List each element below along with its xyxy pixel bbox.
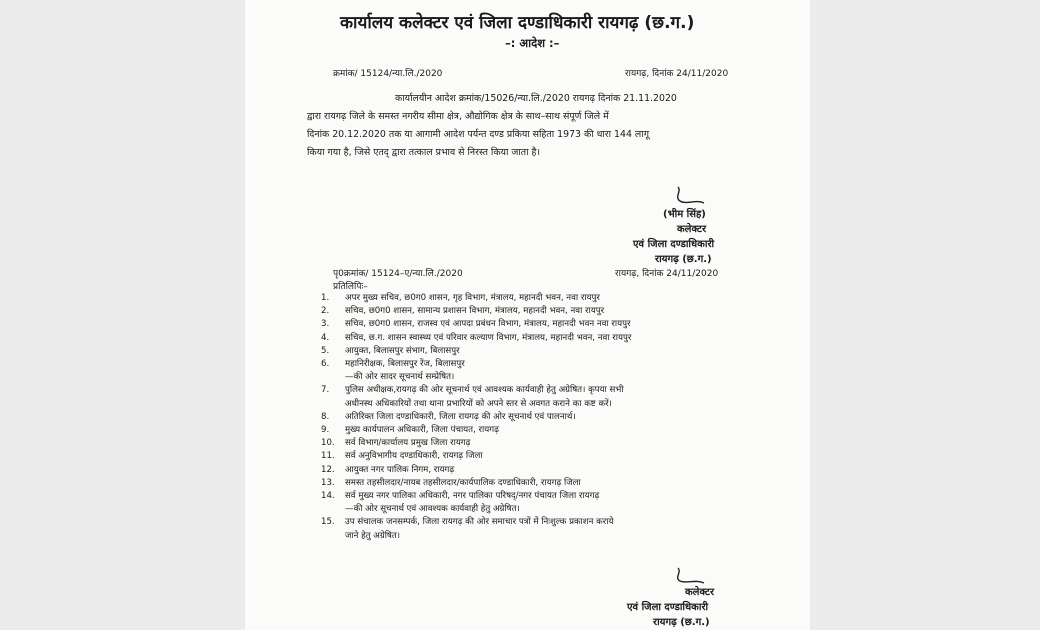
order-body-line: कार्यालयीन आदेश क्रमांक/15026/न्या.लि./2020 रायगढ़ दिनांक 21.11.2020 xyxy=(395,93,677,104)
order-heading: –: आदेश :– xyxy=(505,36,560,50)
list-item-continuation: —की ओर सूचनार्थ एवं आवश्यक कार्यवाही हेतु अग्रेषित। xyxy=(345,504,520,515)
order-body-line: द्वारा रायगढ़ जिले के समस्त नगरीय सीमा क्षेत्र, औद्योगिक क्षेत्र के साथ–साथ संपूर्ण जिले में xyxy=(307,111,609,122)
list-item: 15. उप संचालक जनसम्पर्क, जिला रायगढ़ की ओर समाचार पत्रों में निःशुल्क प्रकाशन कराये xyxy=(321,517,614,528)
copy-list xyxy=(321,292,801,543)
list-item: 10. सर्व विभाग/कार्यालय प्रमुख जिला रायगढ़ xyxy=(321,438,471,449)
list-item: 8. अतिरिक्त जिला दण्डाधिकारी, जिला रायगढ़ की ओर सूचनार्थ एवं पालनार्थ। xyxy=(321,411,576,422)
list-item-continuation: अधीनस्थ अधिकारियों तथा थाना प्रभारियों को अपने स्तर से अवगत कराने का कष्ट करें। xyxy=(345,398,612,409)
list-item: 12. आयुक्त नगर पालिक निगम, रायगढ़ xyxy=(321,464,455,475)
signatory-place: रायगढ़ (छ.ग.) xyxy=(655,254,712,265)
list-item: 7. पुलिस अधीक्षक,रायगढ़ की ओर सूचनार्थ एवं आवश्यक कार्यवाही हेतु अग्रेषित। कृपया सभी xyxy=(321,385,624,396)
list-item: 3. सचिव, छ0ग0 शासन, राजस्व एवं आपदा प्रबंधन विभाग, मंत्रालय, महानदी भवन नवा रायपुर xyxy=(321,319,631,330)
signatory-place: रायगढ़ (छ.ग.) xyxy=(653,617,710,628)
list-item: 2. सचिव, छ0ग0 शासन, सामान्य प्रशासन विभाग, मंत्रालय, महानदी भवन, नवा रायपुर xyxy=(321,306,605,317)
list-item: 5. आयुक्त, बिलासपुर संभाग, बिलासपुर xyxy=(321,345,460,356)
list-item: 9. मुख्य कार्यपालन अधिकारी, जिला पंचायत, रायगढ़ xyxy=(321,425,499,436)
signatory-office: एवं जिला दण्डाधिकारी xyxy=(633,239,715,250)
list-item: 11. सर्व अनुविभागीय दण्डाधिकारी, रायगढ़ जिला xyxy=(321,451,483,462)
signatory-designation: कलेक्टर xyxy=(677,224,707,235)
order-date: रायगढ़, दिनांक 24/11/2020 xyxy=(625,69,729,79)
signatory-designation: कलेक्टर xyxy=(685,587,715,598)
list-item: 13. समस्त तहसीलदार/नायब तहसीलदार/कार्यपालिक दण्डाधिकारी, रायगढ़ जिला xyxy=(321,477,581,488)
copy-label: प्रतिलिपिः– xyxy=(333,282,368,292)
signatory-office: एवं जिला दण्डाधिकारी xyxy=(627,602,709,613)
office-title: कार्यालय कलेक्टर एवं जिला दण्डाधिकारी रायगढ़ (छ.ग.) xyxy=(340,13,695,33)
list-item-continuation: —की ओर सादर सूचनार्थ सम्प्रेषित। xyxy=(345,372,455,383)
order-body-line: किया गया है, जिसे एतद् द्वारा तत्काल प्रभाव से निरस्त किया जाता है। xyxy=(307,147,541,158)
signatory-name: (भीम सिंह) xyxy=(663,209,706,220)
document-page xyxy=(245,0,810,630)
order-number: क्रमांक/ 15124/न्या.लि./2020 xyxy=(333,69,443,79)
list-item: 1. अपर मुख्य सचिव, छ0ग0 शासन, गृह विभाग, मंत्रालय, महानदी भवन, नवा रायपुर xyxy=(321,293,600,303)
list-item-continuation: जाने हेतु अग्रेषित। xyxy=(345,530,401,541)
list-item: 4. सचिव, छ.ग. शासन स्वास्थ्य एवं परिवार कल्याण विभाग, मंत्रालय, महानदी भवन, नवा रायपुर xyxy=(321,332,632,343)
list-item: 6. महानिरीक्षक, बिलासपुर रेंज, बिलासपुर xyxy=(321,359,465,370)
copy-date: रायगढ़, दिनांक 24/11/2020 xyxy=(615,269,719,279)
list-item: 14. सर्व मुख्य नगर पालिका अधिकारी, नगर पालिका परिषद्/नगर पंचायत जिला रायगढ़ xyxy=(321,491,600,502)
copy-number: पृ0क्रमांक/ 15124–ए/न्या.लि./2020 xyxy=(333,269,463,279)
order-body-line: दिनांक 20.12.2020 तक या आगामी आदेश पर्यन्त दण्ड प्रकिया सहिता 1973 की धारा 144 लागू xyxy=(307,129,649,140)
